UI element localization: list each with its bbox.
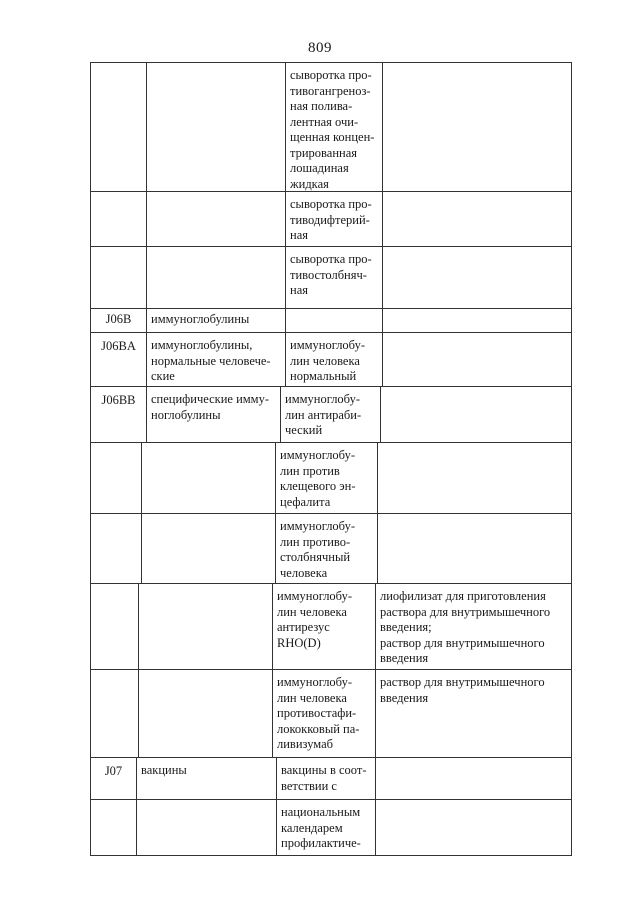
group-name: иммуноглобулины, нормальные человече- ские [151,338,271,383]
atc-code [90,63,146,191]
table-row [90,309,572,333]
table-row [90,333,572,387]
atc-code: J06B [105,312,132,326]
group-name [138,670,272,757]
group-name [146,247,285,308]
drug-name: сыворотка про- тивостолбняч- ная [290,252,372,297]
table-row [90,443,572,514]
dosage-form: раствор для внутримышечного введения [380,675,545,705]
table-row [90,584,572,670]
dosage-form [382,333,572,386]
atc-code [90,800,136,855]
drug-name: иммуноглобу- лин человека противостафи- лококковый па- ливизумаб [277,675,360,751]
group-name: вакцины [141,763,187,777]
group-name [146,63,285,191]
dosage-form [382,192,572,246]
drug-name: иммуноглобу- лин антираби- ческий [285,392,362,437]
table-row [90,247,572,309]
drug-name: национальным календарем профилактиче- [281,805,361,850]
dosage-form [375,758,572,799]
table-row [90,670,572,758]
group-name: специфические имму- ноглобулины [151,392,270,422]
table-row [90,514,572,584]
group-name: иммуноглобулины [151,312,250,326]
dosage-form [377,514,572,583]
drug-name: сыворотка про- тивогангреноз- ная полива- лентная очи- щенная концен- трированная лошадиная жидкая [290,68,375,191]
atc-code [90,670,138,757]
group-name [141,443,275,513]
atc-code [90,584,138,669]
drug-name: иммуноглобу- лин человека антирезус RHO(D) [277,589,352,650]
drug-name: иммуноглобу- лин человека нормальный [290,338,365,383]
table-row [90,387,572,443]
dosage-form [380,387,572,442]
table-row [90,800,572,856]
classification-table [90,62,572,856]
atc-code: J06BA [101,339,136,353]
page-number: 809 [308,40,332,56]
table-row [90,62,572,192]
drug-name: иммуноглобу- лин против клещевого эн- цефалита [280,448,356,509]
group-name [136,800,276,855]
dosage-form [375,800,572,855]
atc-code: J07 [104,764,123,778]
atc-code [90,192,146,246]
atc-code [90,514,141,583]
dosage-form: лиофилизат для приготовления раствора для внутримышечного введения; раствор для внутримышечного введения [380,589,551,665]
group-name [141,514,275,583]
drug-name [285,309,382,332]
table-row [90,192,572,247]
atc-code: J06BB [101,393,136,407]
drug-name: сыворотка про- тиводифтерий- ная [290,197,372,242]
group-name [146,192,285,246]
dosage-form [382,63,572,191]
dosage-form [382,247,572,308]
atc-code [90,247,146,308]
atc-code [90,443,141,513]
table-row [90,758,572,800]
drug-name: вакцины в соот- ветствии с [281,763,367,793]
dosage-form [377,443,572,513]
drug-name: иммуноглобу- лин противо- столбнячный человека [280,519,355,580]
group-name [138,584,272,669]
dosage-form [382,309,572,332]
